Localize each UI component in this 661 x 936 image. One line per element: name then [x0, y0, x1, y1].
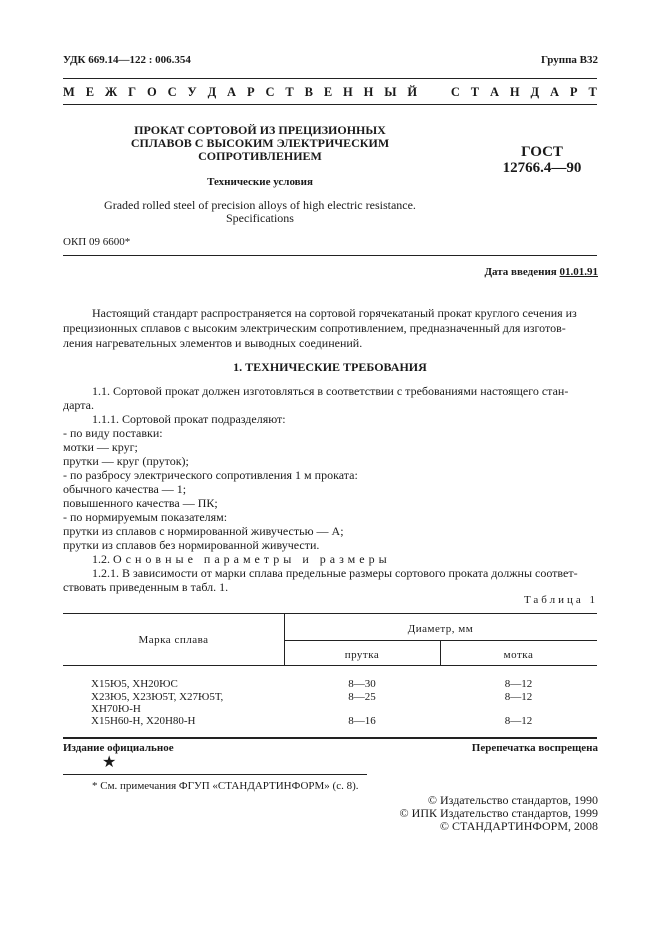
- banner-letter: Н: [509, 85, 520, 99]
- clause-1-2-title: Основные параметры и размеры: [113, 552, 391, 566]
- banner-letter: С: [167, 85, 177, 99]
- list-coils: мотки — круг;: [63, 440, 138, 454]
- cell-rod: 8—25: [348, 691, 376, 703]
- title-line-2: СПЛАВОВ С ВЫСОКИМ ЭЛЕКТРИЧЕСКИМ: [130, 136, 390, 150]
- standard-type-letters: [63, 85, 597, 100]
- okp-rule: [63, 255, 597, 256]
- title-line-1: ПРОКАТ СОРТОВОЙ ИЗ ПРЕЦИЗИОННЫХ: [134, 123, 386, 137]
- footnote: * См. примечания ФГУП «СТАНДАРТИНФОРМ» (с. 8).: [92, 780, 359, 792]
- reprint-prohibited-label: Перепечатка воспрещена: [471, 742, 598, 754]
- intro-date-value: 01.01.91: [559, 266, 598, 278]
- banner-letter: О: [146, 85, 157, 99]
- list-by-delivery: - по виду поставки:: [63, 426, 163, 440]
- cell-grade: Х15Н60-Н, Х20Н80-Н: [91, 715, 196, 727]
- clause-1-1-1: 1.1.1. Сортовой прокат подразделяют:: [92, 412, 286, 426]
- banner-letter: Д: [530, 85, 540, 99]
- banner-gap: [428, 85, 440, 100]
- document-subtitle: Технические условия: [207, 176, 313, 188]
- intro-line-2: прецизионных сплавов с высоким электрическим сопротивлением, предназначенный для изготов-: [63, 321, 566, 335]
- clause-1-1-line-1: 1.1. Сортовой прокат должен изготовляться в соответствии с требованиями настоящего стан-: [92, 384, 569, 398]
- clause-1-2: [92, 552, 391, 567]
- banner-letter: С: [450, 85, 460, 99]
- header-rule-top: [63, 78, 597, 79]
- banner-letter: А: [550, 85, 560, 99]
- star-icon: ★: [102, 754, 117, 771]
- document-title: [110, 124, 410, 163]
- list-ordinary: обычного качества — 1;: [63, 482, 187, 496]
- table-header-grade: Марка сплава: [138, 634, 209, 646]
- banner-letter: Е: [323, 85, 333, 99]
- banner-letter: Т: [285, 85, 294, 99]
- list-rods-no: прутки из сплавов без нормированной живучести.: [63, 538, 320, 552]
- banner-letter: А: [490, 85, 500, 99]
- cell-coil: 8—12: [504, 715, 533, 727]
- copyright-2: © ИПК Издательство стандартов, 1999: [399, 806, 598, 820]
- section-heading: 1. ТЕХНИЧЕСКИЕ ТРЕБОВАНИЯ: [233, 360, 427, 374]
- list-improved: повышенного качества — ПК;: [63, 496, 218, 510]
- banner-letter: В: [304, 85, 313, 99]
- header-rule-bottom: [63, 104, 597, 105]
- copyright-3: © СТАНДАРТИНФОРМ, 2008: [439, 819, 598, 833]
- clause-1-2-1-line-1: 1.2.1. В зависимости от марки сплава предельные размеры сортового проката должны соответ-: [92, 566, 578, 580]
- banner-letter: Р: [246, 85, 255, 99]
- intro-line-1: Настоящий стандарт распространяется на сортовой горячекатаный прокат круглого сечения из: [92, 306, 577, 320]
- cell-coil: 8—12: [504, 678, 533, 690]
- list-by-resistance: - по разбросу электрического сопротивления 1 м проката:: [63, 468, 358, 482]
- list-rods: прутки — круг (пруток);: [63, 454, 189, 468]
- banner-letter: Н: [363, 85, 374, 99]
- official-edition-label: Издание официальное: [63, 742, 174, 754]
- banner-letter: Н: [343, 85, 353, 99]
- table-header-coil: мотка: [503, 649, 534, 661]
- banner-letter: А: [227, 85, 237, 99]
- english-title-line-1: Graded rolled steel of precision alloys of high electric resistance.: [104, 198, 416, 212]
- table-header-rod: прутка: [344, 649, 380, 661]
- banner-letter: Т: [470, 85, 480, 99]
- english-title: [80, 199, 440, 225]
- footnote-rule: [63, 774, 367, 775]
- table-caption: Таблица 1: [523, 594, 598, 606]
- banner-letter: Е: [85, 85, 95, 99]
- banner-letter: М: [63, 85, 75, 99]
- standard-type-banner: [63, 85, 597, 100]
- banner-letter: Й: [407, 85, 418, 99]
- clause-1-2-number: 1.2.: [92, 552, 110, 566]
- table-header-diameter: Диаметр, мм: [407, 623, 474, 635]
- clause-1-1-line-2: дарта.: [63, 398, 94, 412]
- banner-letter: С: [265, 85, 275, 99]
- cell-rod: 8—16: [348, 715, 376, 727]
- banner-letter: Р: [569, 85, 578, 99]
- banner-letter: Г: [128, 85, 137, 99]
- table-top-rule: [63, 613, 597, 614]
- table-bottom-rule: [63, 737, 597, 739]
- cell-grade: Х23Ю5, Х23Ю5Т, Х27Ю5Т,: [91, 691, 224, 703]
- gost-code: 12766.4—90: [502, 160, 582, 176]
- banner-letter: Т: [588, 85, 597, 99]
- clause-1-2-1-line-2: ствовать приведенным в табл. 1.: [63, 580, 229, 594]
- table-header-rule: [63, 665, 597, 666]
- intro-date-label: Дата введения: [484, 266, 560, 278]
- cell-rod: 8—30: [348, 678, 376, 690]
- banner-letter: Ы: [384, 85, 397, 99]
- copyright-1: © Издательство стандартов, 1990: [427, 793, 598, 807]
- intro-date: [484, 266, 598, 278]
- gost-label: ГОСТ: [521, 144, 563, 160]
- intro-line-3: ления нагревательных элементов и выводных соединений.: [63, 336, 363, 350]
- cell-grade: ХН70Ю-Н: [91, 703, 141, 715]
- group-code: Группа В32: [540, 54, 598, 66]
- title-line-3: СОПРОТИВЛЕНИЕМ: [198, 149, 322, 163]
- banner-letter: Д: [207, 85, 217, 99]
- banner-letter: У: [187, 85, 197, 99]
- cell-grade: Х15Ю5, ХН20ЮС: [91, 678, 178, 690]
- okp-code: ОКП 09 6600*: [63, 236, 131, 248]
- cell-coil: 8—12: [504, 691, 533, 703]
- gost-number: [487, 144, 597, 176]
- list-rods-a: прутки из сплавов с нормированной живучестью — А;: [63, 524, 344, 538]
- english-title-line-2: Specifications: [226, 211, 294, 225]
- list-by-normalized: - по нормируемым показателям:: [63, 510, 228, 524]
- udk-code: УДК 669.14—122 : 006.354: [63, 54, 191, 66]
- banner-letter: Ж: [104, 85, 118, 99]
